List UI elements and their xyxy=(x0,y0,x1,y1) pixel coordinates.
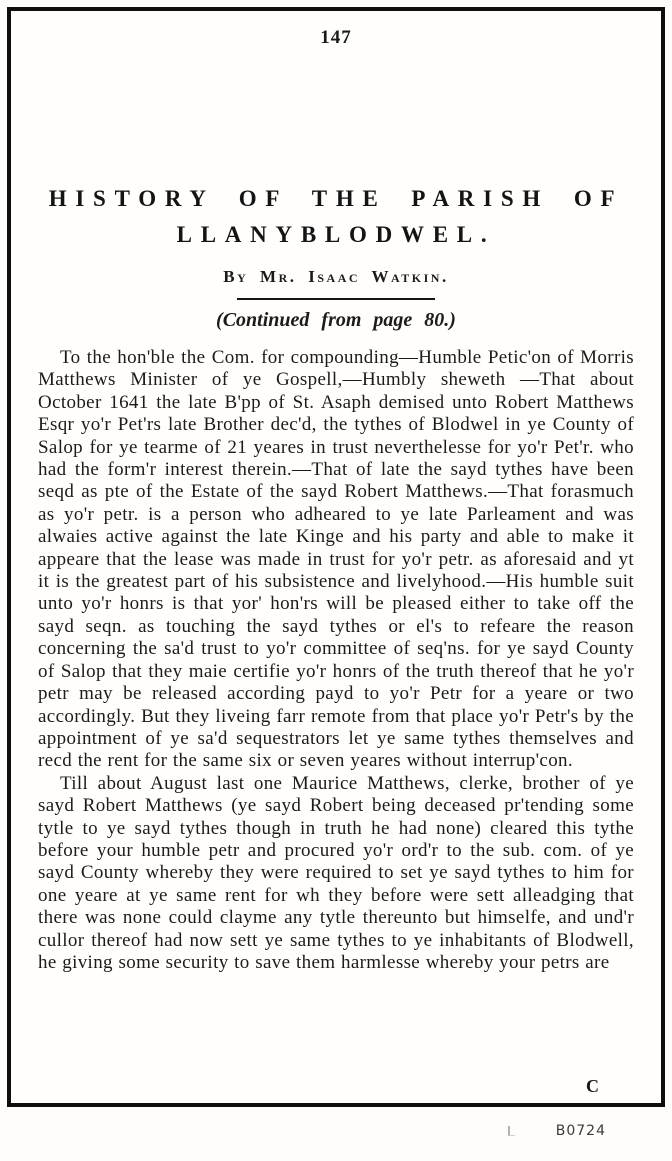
body-paragraph: Till about August last one Maurice Matthews, clerke, brother of ye sayd Robert Matthews (ye sayd Robert being deceased pr'tending some tytle to ye sayd tythes though in truth he had none) cleared this tythe before your humble petr and procured yo'r ord'r to the sub. com. of ye sayd County whereby they were required to set ye sayd tythes to him for one yeare at ye same rent for wh they before were sett alleadging that there was none could clayme any tytle thereunto but himselfe, and und'r cullor thereof had now sett ye same tythes to ye inhabitants of Blodwell, he giving some security to save them harmlesse whereby your petrs are xyxy=(38,772,634,973)
article-title-line1: HISTORY OF THE PARISH OF xyxy=(48,186,624,211)
page-number: 147 xyxy=(320,27,352,48)
signature-letter: C xyxy=(586,1076,599,1096)
article-body xyxy=(38,347,634,974)
body-paragraph: To the hon'ble the Com. for compounding—Humble Petic'on of Morris Matthews Minister of ye Gospell,—Humbly sheweth —That about October 1641 the late B'pp of St. Asaph demised unto Robert Matthews Esqr yo'r Pet'rs late Brother dec'd, the tythes of Blodwel in ye County of Salop for ye tearme of 21 yeares in trust neverthelesse for yo'r Pet'r. who had the form'r interest therein.—That of late the sayd tythes have been seqd as pte of the Estate of the sayd Robert Matthews.—That forasmuch as yo'r petr. is a person who adheared to ye late Parleament and was alwaies active against the late Kinge and his party and able to make it appeare that the lease was made in trust for yo'r petr. as aforesaid and yt it is the greatest part of his subsistence and livelyhood.—His humble suit unto yo'r honrs is that yor' hon'rs will be pleased either to take off the sayd seqn. as touching the sayd tythes or el's to refeare the reason concerning the sa'd trust to yo'r committee of seq'ns. for ye sayd County of Salop that they maie certifie yo'r honrs of the truth thereof that he yo'r petr may be released according payd to yo'r Petr for a yeare or two accordingly. But they liveing farr remote from that place yo'r Petr's by the appointment of ye sa'd sequestrators let ye same tythes themselves and recd the rent for the same six or seven yeares without interrup'con. xyxy=(38,347,634,772)
article-byline: By Mr. Isaac Watkin. xyxy=(223,267,449,286)
article-title-line2: LLANYBLODWEL. xyxy=(176,222,496,247)
scan-artifact-mark xyxy=(508,1126,515,1136)
scan-reference-code: B0724 xyxy=(555,1123,606,1139)
article-title xyxy=(11,181,661,253)
byline-divider-rule xyxy=(237,298,435,300)
continued-from-note: (Continued from page 80.) xyxy=(216,309,456,331)
page-border-frame xyxy=(7,7,665,1107)
